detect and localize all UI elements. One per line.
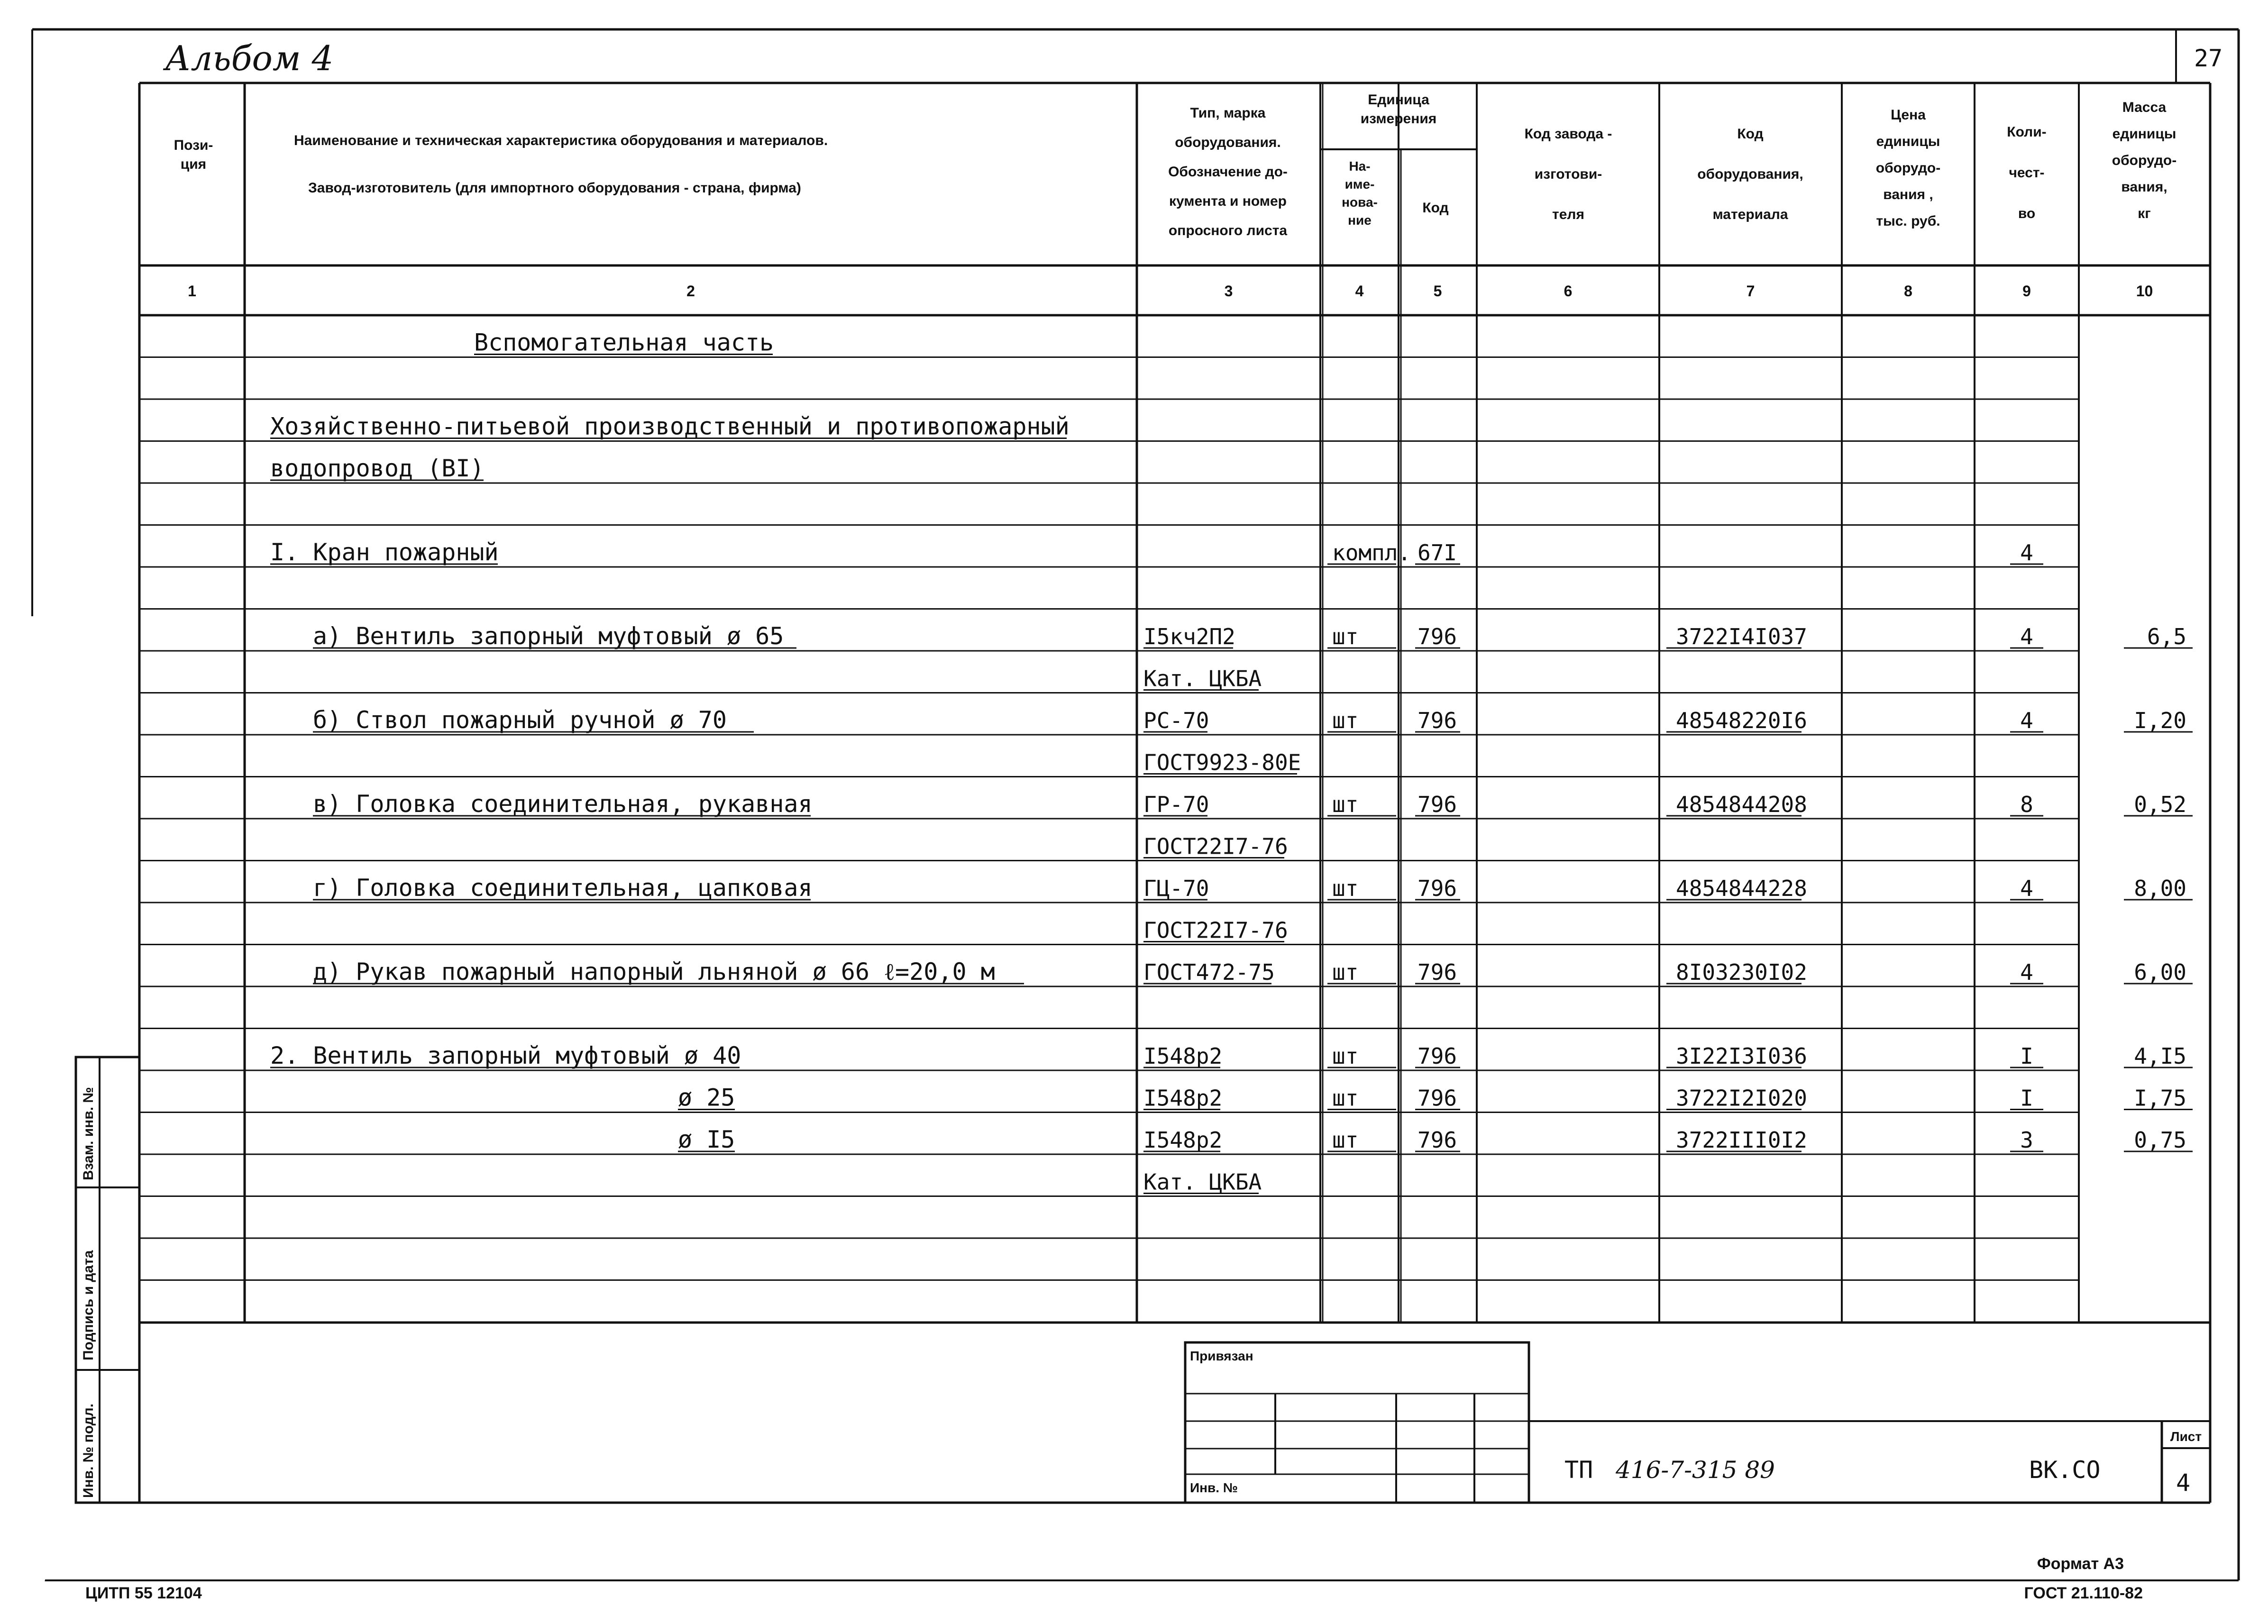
row-type: I548р2 bbox=[1143, 1085, 1223, 1111]
row-quantity: 4 bbox=[2020, 540, 2033, 566]
row-equipment-code: 4854844208 bbox=[1676, 792, 1807, 817]
hdr-mass-line: единицы bbox=[2112, 126, 2177, 142]
stamp-sheet-label: Лист bbox=[2170, 1429, 2202, 1444]
hdr-equip-line: материала bbox=[1712, 207, 1788, 222]
hdr-unitname-line: нова- bbox=[1342, 195, 1378, 210]
header-pos-2: ция bbox=[180, 156, 207, 172]
table-row bbox=[1143, 1169, 1262, 1195]
row-unit-code: 796 bbox=[1418, 792, 1457, 817]
hdr-plant-line: Код завода - bbox=[1524, 126, 1612, 142]
hdr-unitname-line: ние bbox=[1348, 213, 1372, 228]
table-row bbox=[1143, 918, 1288, 943]
row-unit-code: 796 bbox=[1418, 1085, 1457, 1111]
hdr-equip-line: Код bbox=[1737, 126, 1764, 142]
header-pos-1: Пози- bbox=[174, 137, 213, 153]
header-name-line1: Наименование и техническая характеристика оборудования и материалов. bbox=[294, 133, 828, 148]
row-unit: шт bbox=[1332, 792, 1359, 817]
row-name: в) Головка соединительная, рукавная bbox=[313, 790, 813, 818]
hdr-price-line: Цена bbox=[1891, 107, 1926, 123]
row-equipment-code: 48548220I6 bbox=[1676, 708, 1807, 733]
table-row bbox=[474, 329, 774, 356]
row-unit-code: 796 bbox=[1418, 708, 1457, 733]
stamp-inv-no: Инв. № bbox=[1190, 1480, 1238, 1495]
row-name: Вспомогательная часть bbox=[474, 328, 774, 356]
hdr-plant-line: теля bbox=[1552, 207, 1584, 222]
row-unit: шт bbox=[1332, 959, 1359, 985]
row-equipment-code: 3722I4I037 bbox=[1676, 624, 1807, 649]
row-name: Хозяйственно-питьевой производственный и противопожарный bbox=[270, 412, 1070, 440]
table-row bbox=[313, 790, 2193, 818]
row-quantity: I bbox=[2020, 1043, 2033, 1069]
table-row bbox=[313, 874, 2193, 902]
row-unit: шт bbox=[1332, 708, 1359, 733]
stamp-attached: Привязан bbox=[1190, 1349, 1253, 1363]
column-number: 4 bbox=[1355, 283, 1364, 300]
row-type: I548р2 bbox=[1143, 1043, 1223, 1069]
hdr-unitname-line: На- bbox=[1349, 159, 1371, 173]
hdr-mass-line: кг bbox=[2138, 206, 2151, 221]
row-type: ГОСТ9923-80Е bbox=[1143, 749, 1301, 776]
hdr-type-line: Обозначение до- bbox=[1168, 164, 1288, 180]
hdr-mass-line: вания, bbox=[2121, 179, 2167, 195]
row-unit: шт bbox=[1332, 1127, 1359, 1153]
table-row bbox=[270, 538, 2043, 566]
row-type: ГОСТ472-75 bbox=[1143, 959, 1275, 985]
hdr-type-line: опросного листа bbox=[1168, 223, 1288, 238]
row-quantity: 4 bbox=[2020, 876, 2033, 901]
row-name: д) Рукав пожарный напорный льняной ø 66 ℓ=20,0 м bbox=[313, 958, 995, 985]
table-row bbox=[1143, 750, 1301, 776]
row-type: РС-70 bbox=[1143, 708, 1209, 733]
header-quantity bbox=[2007, 124, 2046, 221]
hdr-mass-line: оборудо- bbox=[2112, 153, 2177, 168]
hdr-qty-line: Коли- bbox=[2007, 124, 2047, 140]
row-equipment-code: 3722I2I020 bbox=[1676, 1085, 1807, 1111]
column-number: 9 bbox=[2022, 283, 2031, 300]
header-price bbox=[1876, 107, 1940, 229]
row-unit: шт bbox=[1332, 1043, 1359, 1069]
row-name: ø I5 bbox=[678, 1126, 735, 1153]
table-row bbox=[1143, 666, 1262, 692]
stamp-section: ВК.СО bbox=[2029, 1456, 2101, 1484]
table-row bbox=[313, 622, 2193, 650]
column-number: 2 bbox=[686, 283, 695, 300]
row-equipment-code: 3722III0I2 bbox=[1676, 1127, 1807, 1153]
hdr-mass-line: Масса bbox=[2122, 100, 2167, 115]
row-quantity: 3 bbox=[2020, 1127, 2033, 1153]
table-row bbox=[270, 1042, 2193, 1069]
title-block bbox=[1185, 1342, 2210, 1503]
row-equipment-code: 8I03230I02 bbox=[1676, 959, 1807, 985]
row-unit: шт bbox=[1332, 876, 1359, 901]
row-mass: 4,I5 bbox=[2134, 1043, 2186, 1069]
row-unit: шт bbox=[1332, 1085, 1359, 1111]
row-unit: шт bbox=[1332, 624, 1359, 649]
column-number: 5 bbox=[1433, 283, 1442, 300]
row-type: I548р2 bbox=[1143, 1127, 1223, 1153]
row-mass: 8,00 bbox=[2134, 876, 2186, 901]
side-stamp bbox=[76, 1057, 139, 1503]
row-equipment-code: 4854844228 bbox=[1676, 876, 1807, 901]
row-unit-code: 796 bbox=[1418, 1127, 1457, 1153]
table-row bbox=[313, 706, 2193, 734]
stamp-doc-number: 416-7-315 89 bbox=[1616, 1456, 1775, 1484]
row-mass: 6,00 bbox=[2134, 959, 2186, 985]
row-name: водопровод (BI) bbox=[270, 455, 485, 482]
row-type: Кат. ЦКБА bbox=[1143, 1169, 1262, 1195]
header-equipment-code bbox=[1697, 126, 1803, 222]
table-row bbox=[313, 958, 2193, 985]
hdr-qty-line: чест- bbox=[2009, 165, 2045, 181]
header-type bbox=[1168, 105, 1288, 238]
row-type: ГОСТ22I7-76 bbox=[1143, 833, 1288, 859]
table-row bbox=[678, 1084, 2193, 1112]
row-mass: I,20 bbox=[2134, 708, 2186, 733]
hdr-equip-line: оборудования, bbox=[1697, 166, 1803, 182]
hdr-qty-line: во bbox=[2018, 206, 2036, 221]
row-type: ГЦ-70 bbox=[1143, 876, 1209, 901]
table-header bbox=[174, 92, 2177, 238]
hdr-price-line: вания , bbox=[1883, 187, 1933, 202]
table-row bbox=[1143, 834, 1288, 859]
stamp-doc-prefix: ТП bbox=[1564, 1456, 1593, 1484]
hdr-type-line: Тип, марка bbox=[1190, 105, 1266, 121]
row-quantity: 4 bbox=[2020, 708, 2033, 733]
header-name-line2: Завод-изготовитель (для импортного оборудования - страна, фирма) bbox=[308, 180, 801, 196]
row-quantity: 8 bbox=[2020, 792, 2033, 817]
footer bbox=[45, 1555, 2143, 1602]
row-name: 2. Вентиль запорный муфтовый ø 40 bbox=[270, 1042, 741, 1069]
table-row bbox=[678, 1126, 2193, 1153]
row-type: ГОСТ22I7-76 bbox=[1143, 917, 1288, 943]
hdr-plant-line: изготови- bbox=[1534, 166, 1602, 182]
header-mass bbox=[2112, 100, 2177, 221]
row-mass: I,75 bbox=[2134, 1085, 2186, 1111]
row-unit-code: 796 bbox=[1418, 1043, 1457, 1069]
table-body bbox=[270, 329, 2193, 1195]
hdr-price-line: тыс. руб. bbox=[1876, 213, 1940, 229]
row-mass: 6,5 bbox=[2147, 624, 2186, 649]
hdr-price-line: оборудо- bbox=[1875, 160, 1941, 176]
stamp-sheet-no: 4 bbox=[2176, 1469, 2191, 1496]
side-label-vzam: Взам. инв. № bbox=[81, 1087, 96, 1180]
row-quantity: I bbox=[2020, 1085, 2033, 1111]
header-unit-name bbox=[1342, 159, 1378, 228]
header-plant-code bbox=[1525, 126, 1612, 222]
row-unit-code: 796 bbox=[1418, 876, 1457, 901]
row-name: б) Ствол пожарный ручной ø 70 bbox=[313, 706, 727, 734]
column-number: 7 bbox=[1746, 283, 1755, 300]
row-mass: 0,75 bbox=[2134, 1127, 2186, 1153]
hdr-price-line: единицы bbox=[1876, 134, 1940, 149]
column-number: 8 bbox=[1904, 283, 1912, 300]
column-number: 3 bbox=[1224, 283, 1233, 300]
row-type: I5кч2П2 bbox=[1143, 624, 1235, 649]
row-name: I. Кран пожарный bbox=[270, 538, 499, 566]
column-numbers bbox=[188, 283, 2153, 300]
footer-left: ЦИТП 55 12104 bbox=[85, 1584, 202, 1602]
row-name: ø 25 bbox=[678, 1084, 735, 1112]
side-label-signature: Подпись и дата bbox=[81, 1250, 96, 1360]
hdr-type-line: оборудования. bbox=[1175, 135, 1281, 150]
row-mass: 0,52 bbox=[2134, 792, 2186, 817]
side-label-inv-podl: Инв. № подл. bbox=[81, 1403, 96, 1498]
row-type: Кат. ЦКБА bbox=[1143, 666, 1262, 692]
column-number: 6 bbox=[1564, 283, 1573, 300]
column-number: 10 bbox=[2136, 283, 2153, 300]
album-label: Альбом 4 bbox=[165, 38, 334, 78]
row-quantity: 4 bbox=[2020, 959, 2033, 985]
row-type: ГР-70 bbox=[1143, 792, 1209, 817]
header-unit-code: Код bbox=[1422, 200, 1449, 216]
row-equipment-code: 3I22I3I036 bbox=[1676, 1043, 1807, 1069]
column-number: 1 bbox=[188, 283, 196, 300]
row-unit-code: 796 bbox=[1418, 959, 1457, 985]
table-row bbox=[270, 413, 1070, 440]
hdr-type-line: кумента и номер bbox=[1169, 193, 1287, 209]
row-name: г) Головка соединительная, цапковая bbox=[313, 874, 813, 902]
footer-format: Формат А3 bbox=[2037, 1555, 2124, 1573]
row-name: а) Вентиль запорный муфтовый ø 65 bbox=[313, 622, 784, 650]
footer-gost: ГОСТ 21.110-82 bbox=[2024, 1584, 2143, 1602]
row-unit-code: 67I bbox=[1418, 540, 1457, 566]
hdr-unitgroup-line: измерения bbox=[1360, 111, 1437, 127]
hdr-unitgroup-line: Единица bbox=[1368, 92, 1429, 108]
row-unit-code: 796 bbox=[1418, 624, 1457, 649]
row-unit: компл. bbox=[1332, 540, 1411, 566]
page-number: 27 bbox=[2194, 45, 2223, 72]
hdr-unitname-line: име- bbox=[1344, 177, 1375, 192]
table-row bbox=[270, 455, 485, 482]
row-quantity: 4 bbox=[2020, 624, 2033, 649]
